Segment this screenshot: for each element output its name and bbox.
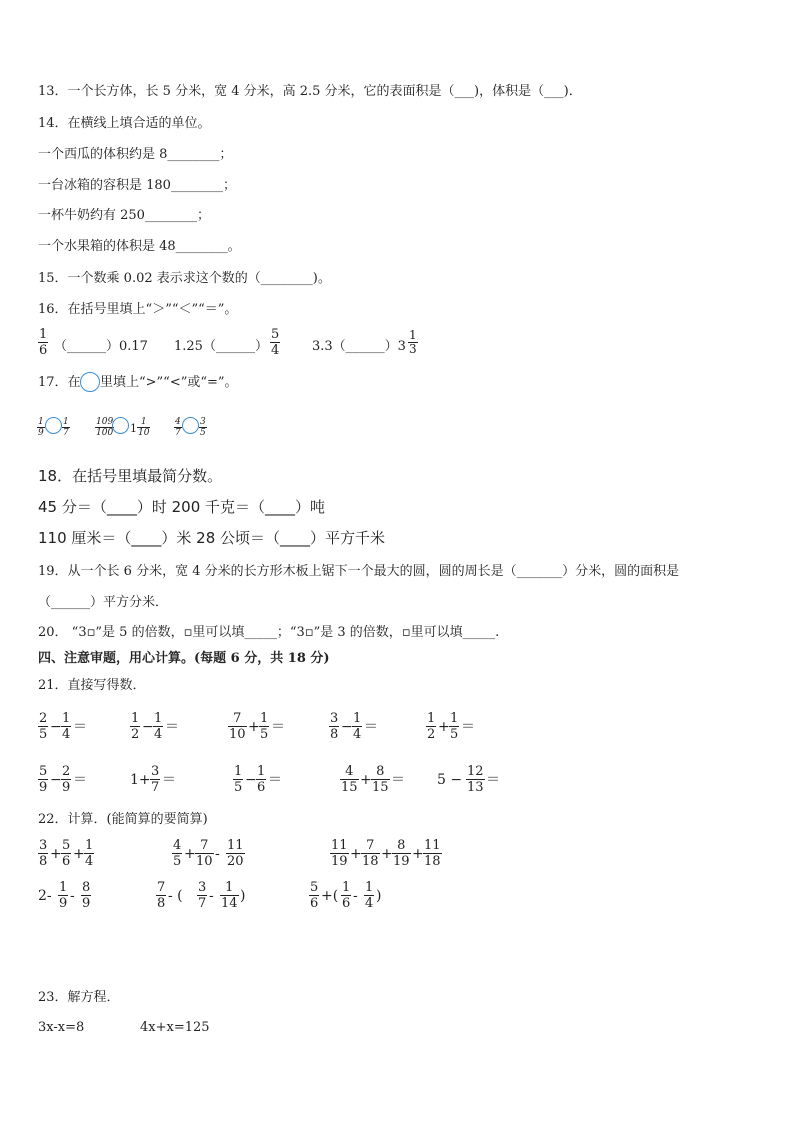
operator: +: [184, 846, 196, 862]
denominator: 7: [198, 896, 207, 911]
operator: +: [350, 846, 362, 862]
q18-line: 110 厘米＝（____）米 28 公顷＝（____）平方千米: [38, 529, 386, 547]
operator: +: [73, 846, 85, 862]
q16-compare-1: （______）0.17: [54, 339, 148, 354]
denominator: 8: [330, 727, 339, 742]
operator: - (: [168, 888, 183, 904]
numerator: 1: [131, 711, 140, 726]
numerator: 7: [200, 838, 209, 853]
numerator: 1: [62, 711, 71, 726]
denominator: 5: [173, 854, 182, 869]
q17-title-a: 17．在: [38, 375, 81, 390]
fraction: [228, 711, 247, 742]
numerator: 11: [331, 838, 348, 853]
denominator: 2: [131, 727, 140, 742]
fraction: [426, 711, 436, 742]
numerator: 5: [62, 838, 71, 853]
denominator: 9: [82, 896, 91, 911]
operator: +: [381, 846, 393, 862]
numerator: 7: [366, 838, 375, 853]
denominator: 4: [85, 854, 94, 869]
fraction: [61, 838, 71, 869]
q17-fraction: $\frac{109}{100}$: [96, 417, 114, 438]
denominator: 6: [257, 780, 266, 795]
numerator: 3: [151, 764, 160, 779]
numerator: 3: [198, 880, 207, 895]
q18-line: 45 分＝（____）时 200 千克＝（____）吨: [38, 498, 326, 516]
numerator: 1: [342, 880, 351, 895]
operator: 5 −: [437, 772, 463, 788]
numerator: 1: [365, 880, 374, 895]
fraction: [392, 838, 411, 869]
operator: +: [412, 846, 424, 862]
equals-sign: ＝: [73, 719, 87, 735]
operator: +(: [321, 888, 339, 904]
fraction: [364, 880, 374, 911]
q17-fraction: $\frac{3}{5}$: [200, 417, 206, 438]
fraction: [466, 764, 485, 795]
q16-compare-3: 3.3（______）3: [312, 339, 406, 354]
numerator: 8: [376, 764, 385, 779]
fraction: [38, 838, 48, 869]
denominator: 18: [424, 854, 441, 869]
numerator: 1: [234, 764, 243, 779]
q16-fraction: $\frac{1}{3}$: [409, 328, 417, 356]
fraction: [256, 764, 266, 795]
numerator: 1: [85, 838, 94, 853]
q17-whole: 1: [130, 422, 137, 435]
operator: +: [50, 846, 62, 862]
operator: -: [215, 846, 220, 862]
equals-sign: ＝: [162, 772, 176, 788]
equals-sign: ＝: [461, 719, 475, 735]
compare-circle[interactable]: [112, 417, 129, 434]
denominator: 19: [331, 854, 348, 869]
numerator: 7: [157, 880, 166, 895]
equals-sign: ＝: [486, 772, 500, 788]
operator: -: [353, 888, 358, 904]
denominator: 6: [342, 896, 351, 911]
operator: −: [50, 772, 62, 788]
denominator: 18: [362, 854, 379, 869]
denominator: 4: [365, 896, 374, 911]
fraction: [220, 880, 239, 911]
fraction: [84, 838, 94, 869]
operator: -: [70, 888, 75, 904]
compare-circle[interactable]: [45, 417, 62, 434]
denominator: 15: [341, 780, 358, 795]
operator: -: [209, 888, 214, 904]
q19-line: 19．从一个长 6 分米，宽 4 分米的长方形木板上锯下一个最大的圆，圆的周长是（_______）分米，圆的面积是: [38, 564, 680, 579]
numerator: 5: [310, 880, 319, 895]
q17-fraction: $\frac{1}{10}$: [138, 417, 150, 438]
fraction: [309, 880, 319, 911]
denominator: 5: [450, 727, 459, 742]
denominator: 4: [62, 727, 71, 742]
denominator: 19: [393, 854, 410, 869]
fraction: [330, 838, 349, 869]
denominator: 5: [234, 780, 243, 795]
q15-text: 15．一个数乘 0.02 表示求这个数的（________)。: [38, 271, 331, 286]
q18-title: 18．在括号里填最简分数。: [38, 467, 223, 485]
fraction: [423, 838, 442, 869]
denominator: 4: [353, 727, 362, 742]
q14-title: 14．在横线上填合适的单位。: [38, 116, 211, 131]
numerator: 1: [59, 880, 68, 895]
q14-item: 一台冰箱的容积是 180________；: [38, 178, 236, 193]
numerator: 1: [225, 880, 234, 895]
fraction: [130, 711, 140, 742]
numerator: 1: [257, 764, 266, 779]
operator: −: [245, 772, 257, 788]
fraction: [197, 880, 207, 911]
numerator: 1: [353, 711, 362, 726]
operator: +: [438, 719, 450, 735]
numerator: 12: [467, 764, 484, 779]
numerator: 4: [173, 838, 182, 853]
equals-sign: ＝: [165, 719, 179, 735]
fraction: [153, 711, 163, 742]
q14-item: 一个水果箱的体积是 48________。: [38, 239, 241, 254]
denominator: 2: [427, 727, 436, 742]
denominator: 9: [39, 780, 48, 795]
fraction: [341, 880, 351, 911]
numerator: 11: [424, 838, 441, 853]
fraction: [449, 711, 459, 742]
denominator: 10: [196, 854, 213, 869]
denominator: 9: [59, 896, 68, 911]
denominator: 7: [151, 780, 160, 795]
q13-text: 13．一个长方体，长 5 分米，宽 4 分米，高 2.5 分米，它的表面积是（___)，体积是（___)．: [38, 84, 582, 99]
denominator: 20: [227, 854, 244, 869]
denominator: 9: [62, 780, 71, 795]
operator: 2-: [38, 888, 52, 904]
numerator: 5: [39, 764, 48, 779]
denominator: 10: [229, 727, 246, 742]
q17-fraction: $\frac{1}{9}$: [38, 417, 44, 438]
compare-circle[interactable]: [182, 417, 199, 434]
fraction: [352, 711, 362, 742]
fraction: [172, 838, 182, 869]
operator: +: [360, 772, 372, 788]
numerator: 7: [233, 711, 242, 726]
denominator: 6: [62, 854, 71, 869]
denominator: 4: [154, 727, 163, 742]
operator: −: [341, 719, 353, 735]
q14-item: 一杯牛奶约有 250________；: [38, 208, 210, 223]
fraction: [61, 764, 71, 795]
equation: 4x+x=125: [140, 1020, 210, 1035]
numerator: 4: [345, 764, 354, 779]
q16-fraction: $\frac{1}{6}$: [39, 327, 48, 358]
fraction: [233, 764, 243, 795]
denominator: 5: [39, 727, 48, 742]
q16-compare-2: 1.25（______）: [174, 339, 268, 354]
q22-title: 22．计算．(能简算的要简算): [38, 812, 208, 827]
numerator: 8: [397, 838, 406, 853]
equation: 3x-x=8: [38, 1020, 85, 1035]
q17-fraction: $\frac{4}{7}$: [175, 417, 181, 438]
q17-title-b: 里填上“>”“<”或“=”。: [100, 375, 238, 390]
fraction: [81, 880, 91, 911]
numerator: 3: [330, 711, 339, 726]
q16-fraction: $\frac{5}{4}$: [271, 327, 280, 358]
numerator: 8: [82, 880, 91, 895]
q21-title: 21．直接写得数．: [38, 678, 146, 693]
fraction: [340, 764, 359, 795]
q16-title: 16．在括号里填上“＞”“＜”“＝”。: [38, 302, 238, 317]
equals-sign: ＝: [364, 719, 378, 735]
fraction: [329, 711, 339, 742]
operator: ): [240, 888, 246, 904]
operator: ): [376, 888, 382, 904]
equals-sign: ＝: [391, 772, 405, 788]
denominator: 5: [260, 727, 269, 742]
fraction: [38, 764, 48, 795]
operator: −: [50, 719, 62, 735]
fraction: [38, 711, 48, 742]
q19-line: （______）平方分米．: [38, 595, 169, 610]
operator: 1+: [130, 772, 151, 788]
denominator: 14: [221, 896, 238, 911]
q17-fraction: $\frac{1}{7}$: [63, 417, 69, 438]
fraction: [195, 838, 214, 869]
fraction: [58, 880, 68, 911]
operator: +: [248, 719, 260, 735]
circle-blank-icon: [80, 372, 100, 392]
denominator: 8: [157, 896, 166, 911]
fraction: [61, 711, 71, 742]
fraction: [150, 764, 160, 795]
denominator: 6: [310, 896, 319, 911]
equals-sign: ＝: [271, 719, 285, 735]
numerator: 3: [39, 838, 48, 853]
numerator: 1: [450, 711, 459, 726]
numerator: 11: [227, 838, 244, 853]
fraction: [361, 838, 380, 869]
section-heading: 四、注意审题，用心计算。(每题 6 分，共 18 分): [38, 651, 330, 666]
fraction: [371, 764, 390, 795]
numerator: 2: [62, 764, 71, 779]
numerator: 1: [427, 711, 436, 726]
denominator: 15: [372, 780, 389, 795]
fraction: [156, 880, 166, 911]
numerator: 2: [39, 711, 48, 726]
q20-text: 20． “3▫”是 5 的倍数，▫里可以填_____；“3▫”是 3 的倍数，▫里可以填_____.: [38, 625, 500, 640]
fraction: [259, 711, 269, 742]
fraction: [226, 838, 245, 869]
equals-sign: ＝: [73, 772, 87, 788]
equals-sign: ＝: [268, 772, 282, 788]
denominator: 8: [39, 854, 48, 869]
q23-title: 23．解方程．: [38, 990, 120, 1005]
denominator: 13: [467, 780, 484, 795]
numerator: 1: [260, 711, 269, 726]
q14-item: 一个西瓜的体积约是 8________；: [38, 147, 233, 162]
operator: −: [142, 719, 154, 735]
numerator: 1: [154, 711, 163, 726]
